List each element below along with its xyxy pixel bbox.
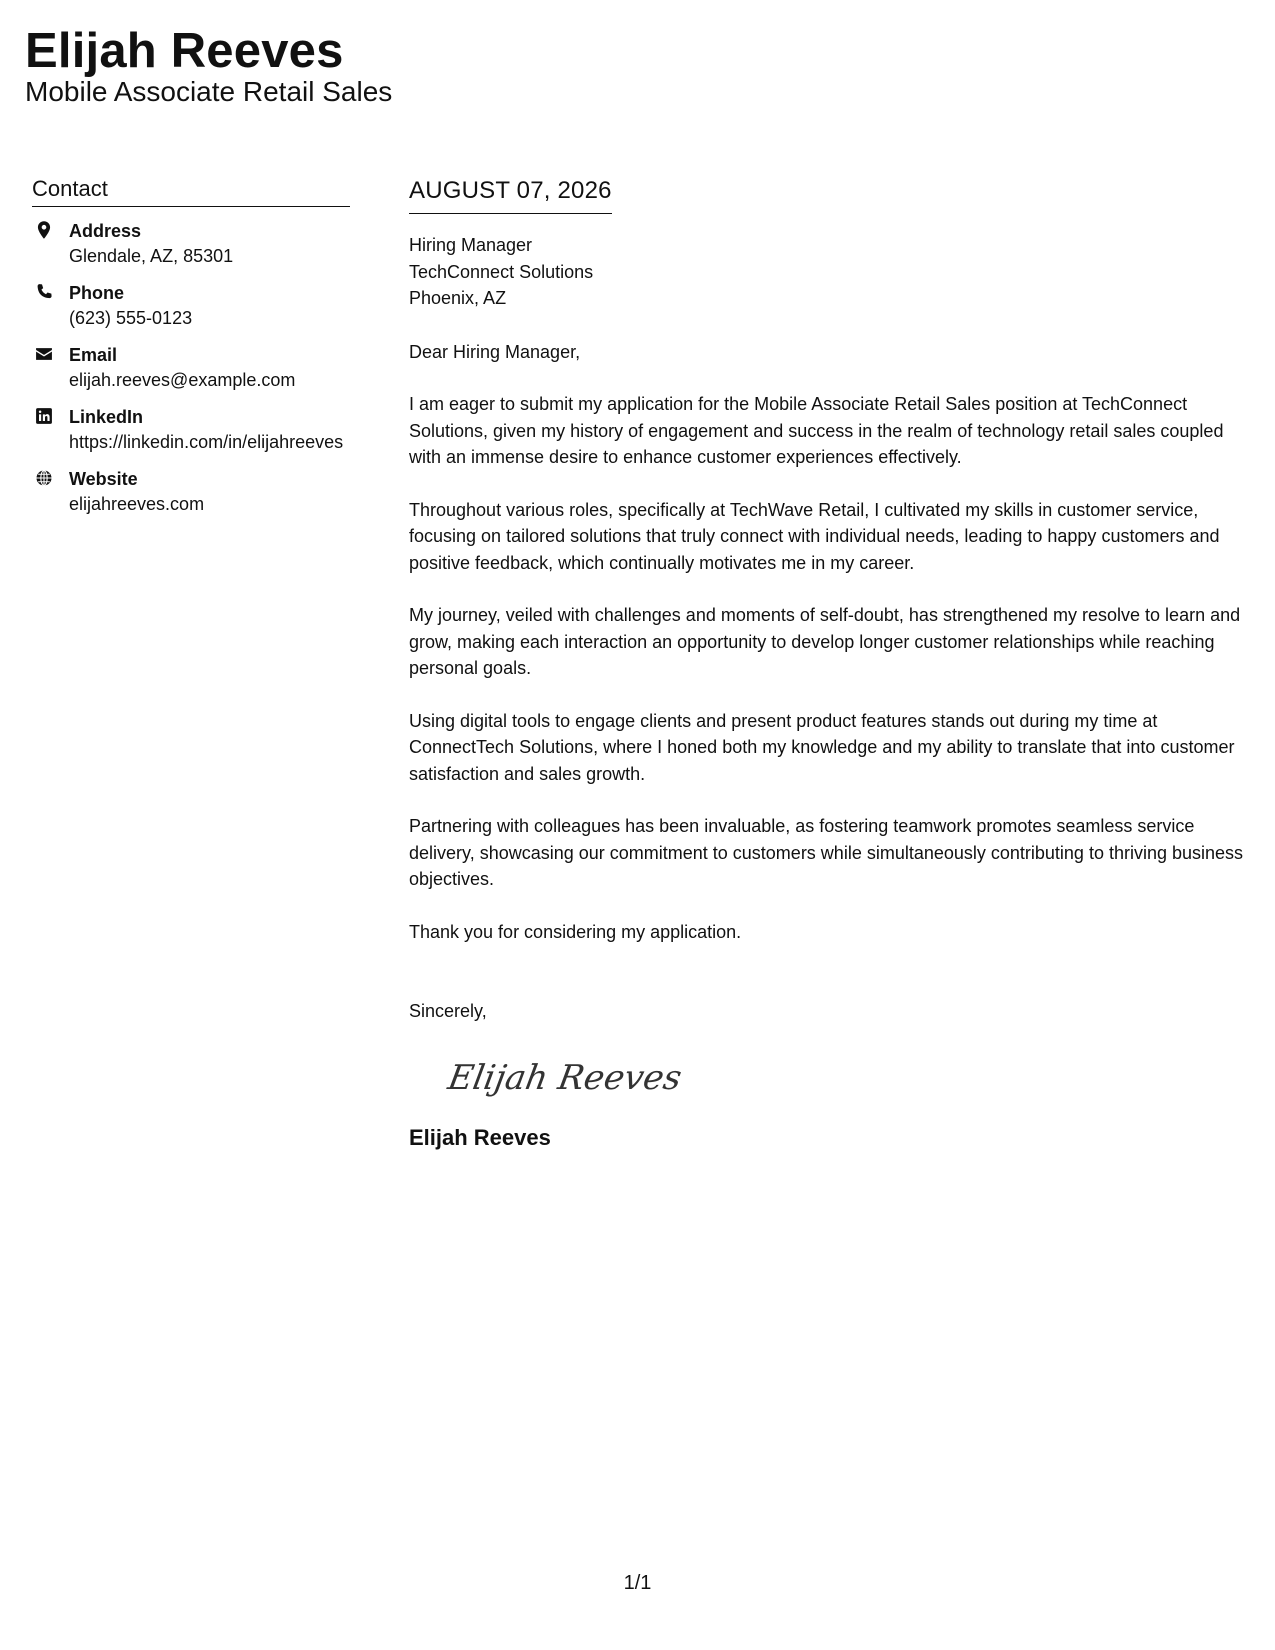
contact-label: Address [69,221,142,241]
recipient-name: Hiring Manager [409,235,533,255]
recipient-block [409,232,1245,312]
linkedin-icon [34,406,54,426]
contact-label: Website [69,469,138,489]
recipient-company: TechConnect Solutions [409,261,594,282]
recipient-location: Phoenix, AZ [409,288,507,308]
letter-paragraph: I am eager to submit my application for the Mobile Associate Retail Sales position at TechConnect Solutions, given my history of engagement and success in the realm of technology retail sales coupled with an immense desire to enhance customer experiences effectively. [409,394,1224,467]
letter-closing: Sincerely, [409,1001,487,1021]
applicant-name: Elijah Reeves [25,24,344,78]
contact-phone-text [69,281,349,331]
letter-date: AUGUST 07, 2026 [409,176,612,214]
contact-label: Email [69,345,118,365]
contact-email-text [69,343,349,393]
globe-icon [34,468,54,488]
contact-website-text [69,467,349,517]
letter-paragraph: Thank you for considering my application. [409,921,742,942]
contact-label: LinkedIn [69,407,144,427]
resume-header [25,22,392,108]
cover-letter-body [409,176,1245,1152]
contact-linkedin [32,405,350,455]
contact-sidebar [32,176,350,529]
contact-email [32,343,350,393]
phone-icon [34,282,54,302]
contact-value: (623) 555-0123 [69,308,193,328]
letter-paragraph: Throughout various roles, specifically at TechWave Retail, I cultivated my skills in customer service, focusing on tailored solutions that truly connect with individual needs, leading to happy customers and positive feedback, which continually motivates me in my career. [409,499,1220,573]
letter-paragraph: My journey, veiled with challenges and moments of self-doubt, has strengthened my resolve to learn and grow, making each interaction an opportunity to develop longer customer relationships while reaching personal goals. [409,605,1241,678]
envelope-icon [34,344,54,364]
contact-phone [32,281,350,331]
job-title: Mobile Associate Retail Sales [25,76,393,107]
signature-text: Elijah Reeves [445,1057,685,1098]
contact-value: https://linkedin.com/in/elijahreeves [69,432,344,452]
contact-website [32,467,350,517]
signed-name: Elijah Reeves [409,1125,551,1150]
contact-value: elijahreeves.com [69,494,205,514]
letter-greeting: Dear Hiring Manager, [409,341,581,362]
contact-value: elijah.reeves@example.com [69,370,296,390]
contact-label: Phone [69,283,125,303]
contact-address [32,219,350,269]
handwritten-signature [443,1047,685,1109]
contact-address-text [69,219,349,269]
contact-heading: Contact [32,176,350,207]
page-number: 1/1 [623,1572,652,1594]
contact-list [32,219,350,517]
contact-value: Glendale, AZ, 85301 [69,246,234,266]
contact-linkedin-text [69,405,349,455]
map-pin-icon [34,220,54,240]
letter-paragraph: Partnering with colleagues has been invaluable, as fostering teamwork promotes seamless service delivery, showcasing our commitment to customers while simultaneously contributing to thriving business objectives. [409,816,1244,889]
letter-paragraph: Using digital tools to engage clients and present product features stands out during my time at ConnectTech Solutions, where I honed both my knowledge and my ability to translate that into customer satisfaction and sales growth. [409,710,1235,784]
